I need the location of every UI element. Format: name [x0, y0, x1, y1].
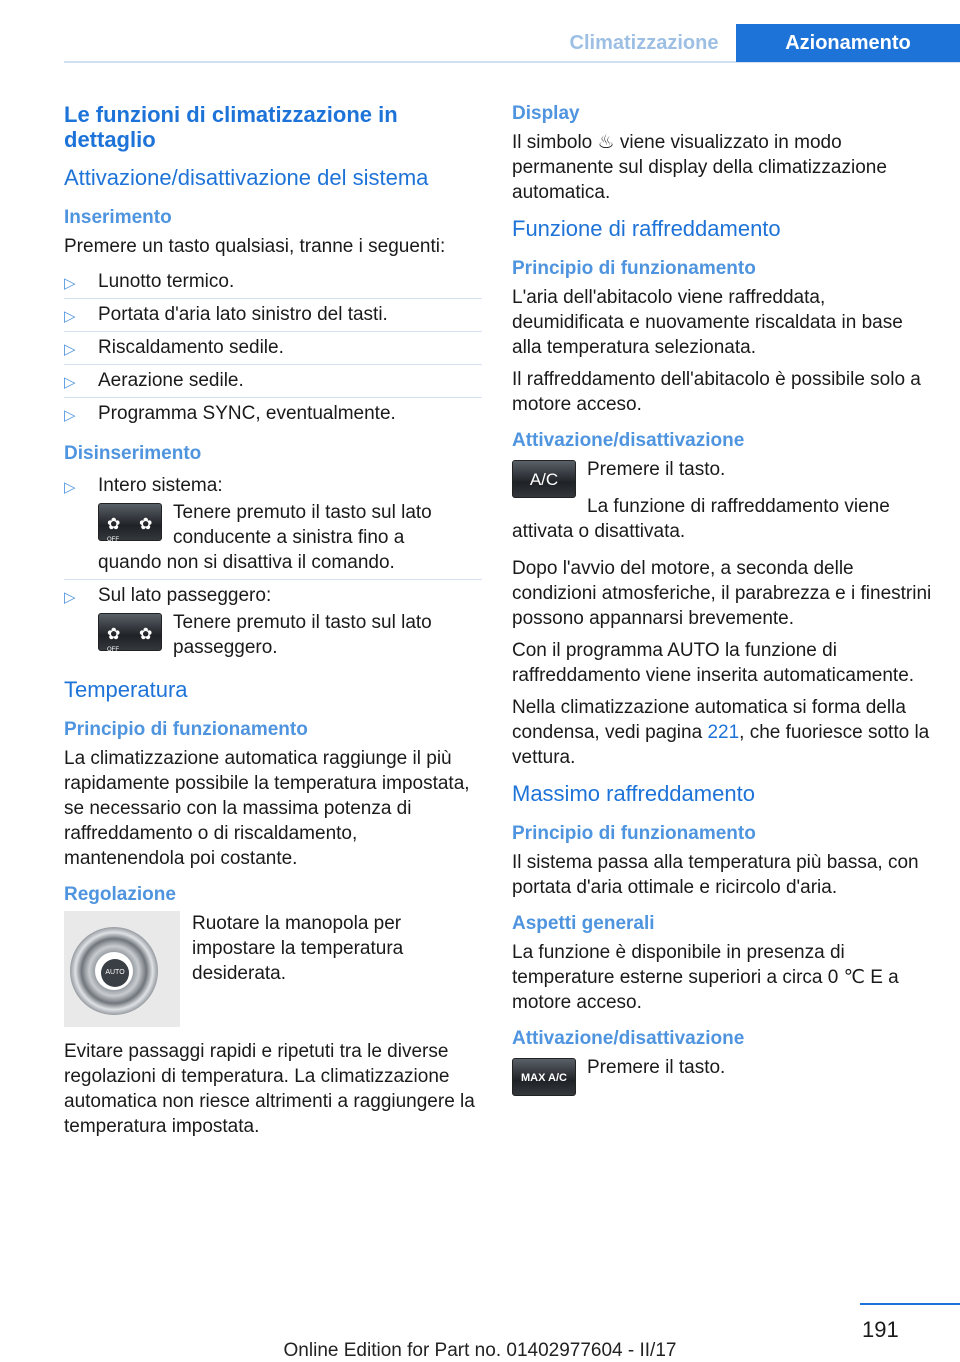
triangle-bullet-icon: ▷ [64, 308, 76, 325]
page-number: 191 [862, 1317, 899, 1342]
temp-principle-heading: Principio di funzionamento [64, 719, 308, 740]
temp-principle-text: La climatizzazione automatica raggiunge il più rapidamente possibile la temperatura impostata, se necessario con la massima potenza di raffreddamento o di riscaldamento, mantenendola poi costante. [64, 748, 470, 869]
list-item: ▷ Portata d'aria lato sinistro del tasti. [64, 299, 482, 332]
off-heading: Disinserimento [64, 443, 202, 464]
regulation-note: Evitare passaggi rapidi e ripetuti tra le diverse regolazioni di temperatura. La climatizzazione automatica non riesce altrimenti a raggiungere la temperatura impostata. [64, 1041, 475, 1137]
right-column [512, 102, 932, 1096]
list-item: ▷ Riscaldamento sedile. [64, 332, 482, 365]
max-general-heading: Aspetti generali [512, 913, 655, 934]
max-cooling-heading: Massimo raffreddamento [512, 781, 755, 806]
header-active-tab[interactable]: Azionamento [736, 24, 960, 62]
edition-footer: Online Edition for Part no. 01402977604 - II/17 [283, 1340, 677, 1361]
page-link-221[interactable]: 221 [707, 722, 740, 743]
triangle-bullet-icon: ▷ [64, 589, 76, 606]
cooling-principle-text1: L'aria dell'abitacolo viene raffreddata, deumidificata e nuovamente riscaldata in base alla temperatura selezionata. [512, 287, 903, 358]
cooling-toggle-text1: Premere il tasto. [587, 459, 726, 480]
temperature-heading: Temperatura [64, 677, 188, 702]
system-heading: Attivazione/disattivazione del sistema [64, 165, 429, 190]
off-item1-text: Tenere premuto il tasto sul lato conducente a sinistra fino a [173, 502, 432, 548]
temperature-knob-image: AUTO [64, 911, 180, 1027]
off-item2-text: Tenere premuto il tasto sul lato passeggero. [173, 612, 432, 658]
cooling-toggle-heading: Attivazione/disattivazione [512, 430, 745, 451]
cooling-note2: Con il programma AUTO la funzione di raffreddamento viene inserita automaticamente. [512, 640, 915, 686]
on-exceptions-list [64, 266, 482, 430]
cooling-note1: Dopo l'avvio del motore, a seconda delle condizioni atmosferiche, il parabrezza e i finestrini possono appannarsi brevemente. [512, 558, 932, 629]
heat-symbol-icon: ♨ [597, 132, 615, 153]
page-title: Le funzioni di climatizzazione in dettaglio [64, 102, 398, 152]
header-section-tab[interactable]: Climatizzazione [569, 31, 719, 54]
list-item [64, 580, 482, 664]
on-text: Premere un tasto qualsiasi, tranne i seguenti: [64, 236, 446, 257]
regulation-heading: Regolazione [64, 884, 176, 905]
off-item1-label: Intero sistema: [98, 475, 223, 496]
footer-rule [860, 1303, 960, 1305]
display-text: Il simbolo ♨ viene visualizzato in modo permanente sul display della climatizzazione automatica. [512, 132, 887, 203]
cooling-note3: Nella climatizzazione automatica si forma della condensa, vedi pagina 221, che fuoriesce sotto la vettura. [512, 697, 930, 768]
max-toggle-text: Premere il tasto. [587, 1057, 726, 1078]
off-list [64, 470, 482, 664]
max-principle-heading: Principio di funzionamento [512, 823, 756, 844]
cooling-heading: Funzione di raffreddamento [512, 216, 781, 241]
off-item1-text-continued: quando non si disattiva il comando. [98, 552, 395, 573]
fan-icon: ✿ [139, 626, 153, 643]
cooling-toggle-text2: La funzione di raffreddamento viene attivata o disattivata. [512, 496, 890, 542]
ac-button-image: A/C [512, 460, 576, 498]
max-toggle-heading: Attivazione/disattivazione [512, 1028, 745, 1049]
fan-icon: ✿ [139, 516, 153, 533]
list-item: ▷ Lunotto termico. [64, 266, 482, 299]
max-principle-text: Il sistema passa alla temperatura più bassa, con portata d'aria ottimale e ricircolo d'aria. [512, 852, 919, 898]
max-general-text: La funzione è disponibile in presenza di temperature esterne superiori a circa 0 ℃ E a motore acceso. [512, 942, 899, 1013]
off-item2-label: Sul lato passeggero: [98, 585, 272, 606]
triangle-bullet-icon: ▷ [64, 341, 76, 358]
triangle-bullet-icon: ▷ [64, 275, 76, 292]
fan-icon: ✿ [107, 516, 121, 533]
fan-off-button-image: ✿ OFF ✿ [98, 503, 162, 541]
regulation-text: Ruotare la manopola per impostare la temperatura desiderata. [192, 913, 404, 984]
fan-icon: ✿ [107, 626, 121, 643]
display-heading: Display [512, 103, 580, 124]
max-ac-button-image: MAX A/C [512, 1058, 576, 1096]
triangle-bullet-icon: ▷ [64, 374, 76, 391]
left-column [64, 102, 482, 1146]
triangle-bullet-icon: ▷ [64, 407, 76, 424]
list-item: ▷ Aerazione sedile. [64, 365, 482, 398]
cooling-principle-heading: Principio di funzionamento [512, 258, 756, 279]
triangle-bullet-icon: ▷ [64, 479, 76, 496]
list-item: ▷ Programma SYNC, eventualmente. [64, 398, 482, 430]
cooling-principle-text2: Il raffreddamento dell'abitacolo è possibile solo a motore acceso. [512, 369, 921, 415]
on-heading: Inserimento [64, 207, 172, 228]
fan-off-button-image: ✿ OFF ✿ [98, 613, 162, 651]
list-item [64, 470, 482, 580]
